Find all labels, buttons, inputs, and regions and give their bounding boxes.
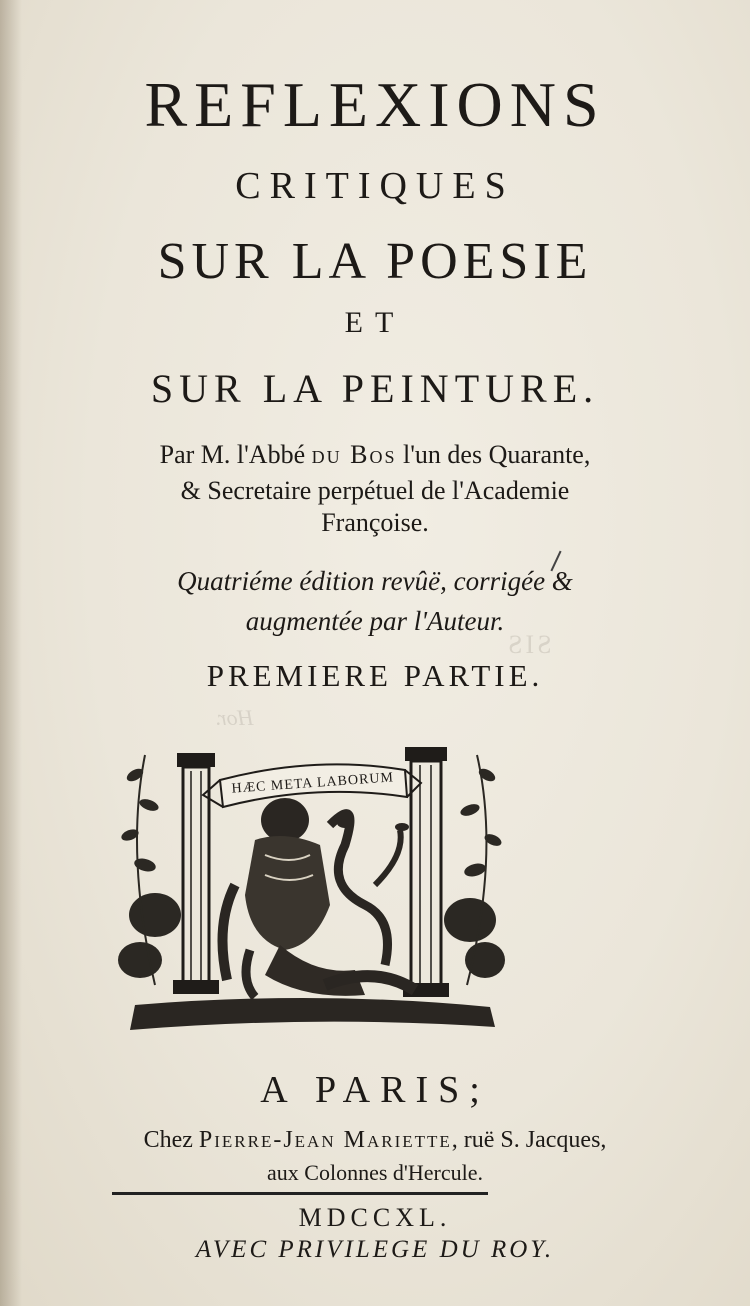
- emblem-ground: [130, 998, 495, 1030]
- author-line-2: & Secretaire perpétuel de l'Academie: [180, 476, 570, 505]
- author-prefix: Par M. l'Abbé: [159, 440, 312, 469]
- imprint-year: MDCCXL.: [298, 1203, 452, 1232]
- author-line-3: Françoise.: [321, 508, 429, 537]
- imprint-publisher-prefix: Chez: [143, 1127, 199, 1153]
- title-line-et: ET: [344, 306, 406, 339]
- imprint-rule: [112, 1192, 488, 1195]
- title-line-sur-la-peinture: SUR LA PEINTURE.: [150, 366, 600, 411]
- emblem-right-column: [403, 747, 449, 997]
- printers-device-emblem: [115, 735, 510, 1040]
- author-suffix: l'un des Quarante,: [396, 440, 591, 469]
- emblem-foliage-left: [118, 755, 181, 985]
- title-line-sur-la-poesie: SUR LA POESIE: [157, 233, 593, 290]
- emblem-hydra: [325, 814, 415, 990]
- emblem-banner-text: HÆC META LABORUM: [231, 770, 395, 797]
- edition-line-1: Quatriéme édition revûë, corrigée &: [177, 566, 573, 596]
- title-line-reflexions: REFLEXIONS: [144, 69, 606, 140]
- title-line-critiques: CRITIQUES: [235, 165, 515, 207]
- part-heading: PREMIERE PARTIE.: [206, 658, 544, 693]
- imprint-privilege: AVEC PRIVILEGE DU ROY.: [195, 1236, 555, 1263]
- imprint-sign-line: aux Colonnes d'Hercule.: [267, 1160, 483, 1185]
- edition-line-2: augmentée par l'Auteur.: [245, 606, 505, 636]
- imprint-place: A PARIS;: [260, 1069, 490, 1111]
- imprint-publisher-address: , ruë S. Jacques,: [451, 1127, 607, 1153]
- emblem-foliage-right: [444, 755, 505, 985]
- emblem-left-column: [173, 753, 219, 994]
- author-name: du Bos: [311, 440, 397, 469]
- show-through-text: SIS: [505, 630, 552, 659]
- author-line-1: [0, 440, 750, 470]
- imprint-publisher-name: Pierre-Jean Mariette: [198, 1127, 452, 1153]
- emblem-banner: [203, 764, 421, 807]
- show-through-text: Hor.: [215, 705, 254, 730]
- imprint-publisher-line: [0, 1127, 750, 1154]
